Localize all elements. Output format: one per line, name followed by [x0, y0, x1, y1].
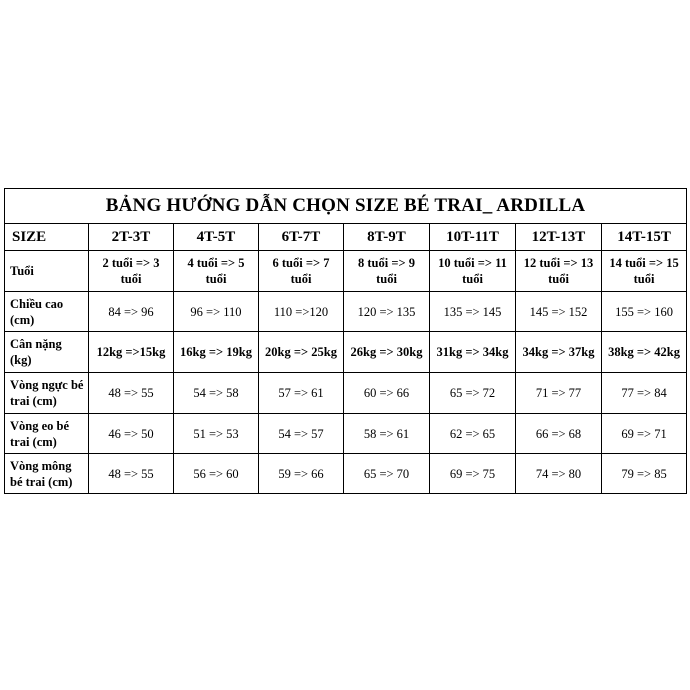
- table-row-age: [5, 251, 687, 292]
- table-cell: 46 => 50: [89, 414, 174, 454]
- table-cell: 8 tuổi => 9 tuổi: [344, 251, 430, 292]
- table-cell: 31kg => 34kg: [430, 332, 516, 373]
- size-header-10t-11t: 10T-11T: [430, 224, 516, 251]
- size-header-12t-13t: 12T-13T: [516, 224, 602, 251]
- table-cell: 71 => 77: [516, 373, 602, 414]
- row-label-hip: Vòng mông bé trai (cm): [5, 454, 89, 494]
- table-cell: 2 tuổi => 3 tuổi: [89, 251, 174, 292]
- size-header-label: SIZE: [5, 224, 89, 251]
- table-cell: 74 => 80: [516, 454, 602, 494]
- table-cell: 84 => 96: [89, 292, 174, 332]
- table-cell: 155 => 160: [602, 292, 687, 332]
- table-cell: 54 => 58: [174, 373, 259, 414]
- table-cell: 48 => 55: [89, 373, 174, 414]
- table-cell: 69 => 71: [602, 414, 687, 454]
- table-cell: 58 => 61: [344, 414, 430, 454]
- table-cell: 135 => 145: [430, 292, 516, 332]
- size-header-8t-9t: 8T-9T: [344, 224, 430, 251]
- table-cell: 14 tuổi => 15 tuổi: [602, 251, 687, 292]
- table-cell: 6 tuổi => 7 tuổi: [259, 251, 344, 292]
- row-label-height: Chiều cao (cm): [5, 292, 89, 332]
- row-label-age: Tuổi: [5, 251, 89, 292]
- table-cell: 145 => 152: [516, 292, 602, 332]
- table-cell: 38kg => 42kg: [602, 332, 687, 373]
- size-header-14t-15t: 14T-15T: [602, 224, 687, 251]
- table-cell: 69 => 75: [430, 454, 516, 494]
- table-row-chest: [5, 373, 687, 414]
- size-header-6t-7t: 6T-7T: [259, 224, 344, 251]
- table-cell: 54 => 57: [259, 414, 344, 454]
- table-cell: 110 =>120: [259, 292, 344, 332]
- table-row-hip: [5, 454, 687, 494]
- table-cell: 4 tuổi => 5 tuổi: [174, 251, 259, 292]
- table-cell: 59 => 66: [259, 454, 344, 494]
- table-row-waist: [5, 414, 687, 454]
- header-row: [5, 224, 687, 251]
- table-cell: 62 => 65: [430, 414, 516, 454]
- table-cell: 16kg => 19kg: [174, 332, 259, 373]
- size-guide-table: [4, 188, 687, 494]
- table-cell: 12kg =>15kg: [89, 332, 174, 373]
- table-cell: 56 => 60: [174, 454, 259, 494]
- table-cell: 12 tuổi => 13 tuổi: [516, 251, 602, 292]
- row-label-waist: Vòng eo bé trai (cm): [5, 414, 89, 454]
- table-row-height: [5, 292, 687, 332]
- table-cell: 65 => 72: [430, 373, 516, 414]
- table-row-weight: [5, 332, 687, 373]
- table-cell: 96 => 110: [174, 292, 259, 332]
- table-cell: 57 => 61: [259, 373, 344, 414]
- table-cell: 79 => 85: [602, 454, 687, 494]
- table-cell: 51 => 53: [174, 414, 259, 454]
- table-cell: 77 => 84: [602, 373, 687, 414]
- size-header-4t-5t: 4T-5T: [174, 224, 259, 251]
- row-label-weight: Cân nặng (kg): [5, 332, 89, 373]
- table-cell: 65 => 70: [344, 454, 430, 494]
- table-cell: 10 tuổi => 11 tuổi: [430, 251, 516, 292]
- table-title: BẢNG HƯỚNG DẪN CHỌN SIZE BÉ TRAI_ ARDILLA: [5, 189, 687, 224]
- table-cell: 20kg => 25kg: [259, 332, 344, 373]
- row-label-chest: Vòng ngực bé trai (cm): [5, 373, 89, 414]
- size-header-2t-3t: 2T-3T: [89, 224, 174, 251]
- table-cell: 66 => 68: [516, 414, 602, 454]
- table-cell: 60 => 66: [344, 373, 430, 414]
- title-row: [5, 189, 687, 224]
- table-cell: 34kg => 37kg: [516, 332, 602, 373]
- table-cell: 120 => 135: [344, 292, 430, 332]
- table-cell: 48 => 55: [89, 454, 174, 494]
- table-cell: 26kg => 30kg: [344, 332, 430, 373]
